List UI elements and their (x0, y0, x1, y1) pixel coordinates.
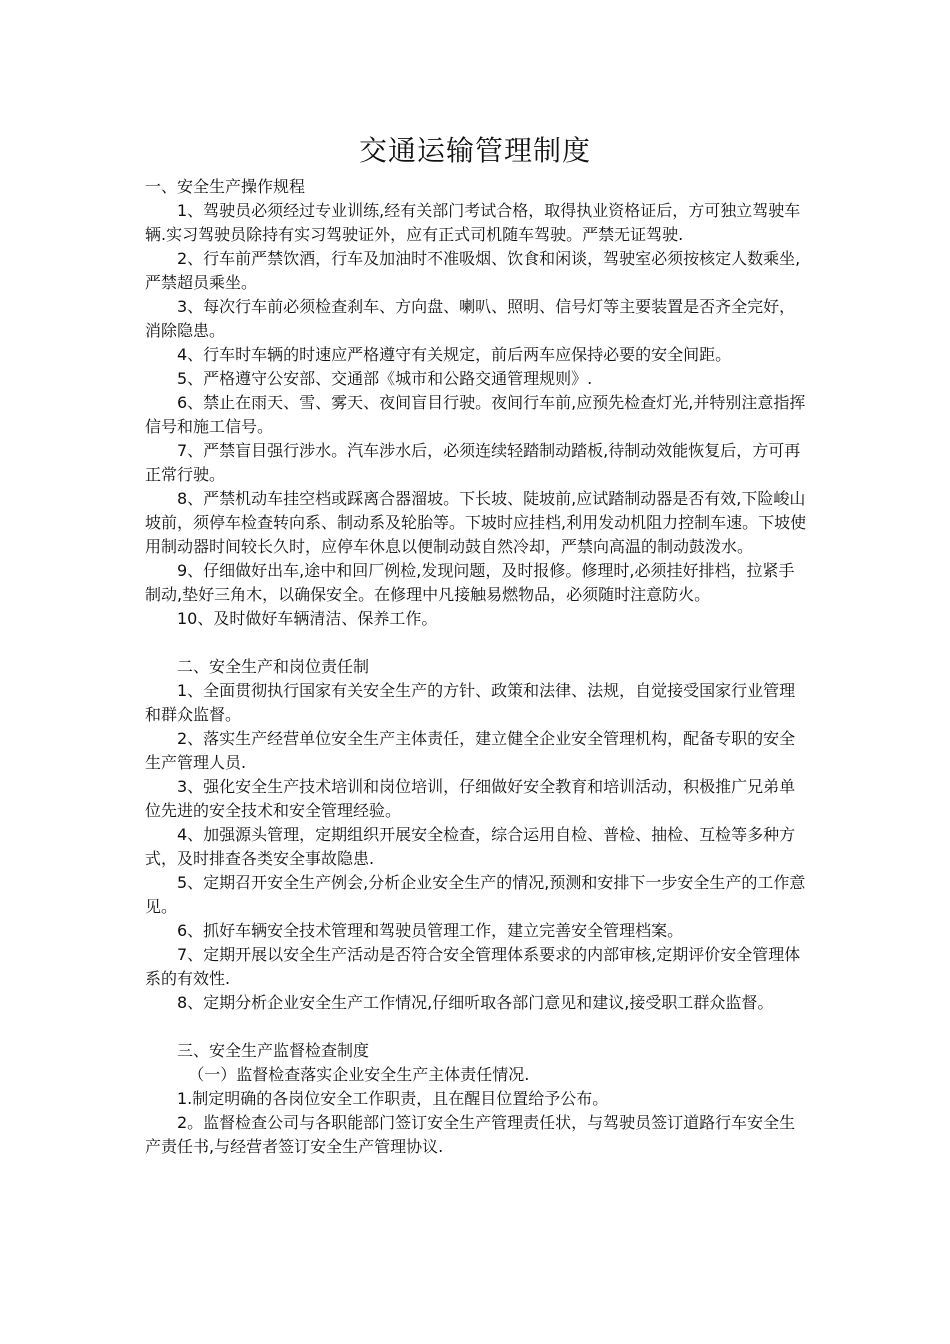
paragraph: 9、仔细做好出车,途中和回厂例检,发现问题，及时报修。修理时,必须挂好排档，拉紧手制动,垫好三角木，以确保安全。在修理中凡接触易燃物品，必须随时注意防火。 (145, 561, 795, 604)
paragraph: 1.制定明确的各岗位安全工作职责，且在醒目位置给予公布。 (177, 1089, 609, 1108)
section-heading: 一、安全生产操作规程 (145, 177, 306, 196)
paragraph: 2。监督检查公司与各职能部门签订安全生产管理责任状，与驾驶员签订道路行车安全生产责任书,与经营者签订安全生产管理协议. (145, 1113, 796, 1156)
document-body (145, 175, 810, 1159)
paragraph: 7、定期开展以安全生产活动是否符合安全管理体系要求的内部审核,定期评价安全管理体系的有效性. (145, 945, 801, 988)
paragraph: 1、全面贯彻执行国家有关安全生产的方针、政策和法律、法规，自觉接受国家行业管理和群众监督。 (145, 681, 796, 724)
paragraph: 7、严禁盲目强行涉水。汽车涉水后，必须连续轻踏制动踏板,待制动效能恢复后，方可再正常行驶。 (145, 441, 801, 484)
paragraph: 4、行车时车辆的时速应严格遵守有关规定，前后两车应保持必要的安全间距。 (177, 345, 732, 364)
paragraph: 3、每次行车前必须检查刹车、方向盘、喇叭、照明、信号灯等主要装置是否齐全完好，消除隐患。 (145, 297, 796, 340)
paragraph: 8、严禁机动车挂空档或踩离合器溜坡。下长坡、陡坡前,应试踏制动器是否有效,下险峻山坡前，须停车检查转向系、制动系及轮胎等。下坡时应挂档,利用发动机阻力控制车速。下坡使用制动器时间较长久时，应停车休息以便制动鼓自然冷却，严禁向高温的制动鼓泼水。 (145, 489, 807, 556)
section-spacer (145, 1015, 810, 1039)
paragraph: 3、强化安全生产技术培训和岗位培训，仔细做好安全教育和培训活动，积极推广兄弟单位先进的安全技术和安全管理经验。 (145, 777, 796, 820)
paragraph: 6、抓好车辆安全技术管理和驾驶员管理工作，建立完善安全管理档案。 (177, 921, 684, 940)
paragraph: 10、及时做好车辆清洁、保养工作。 (177, 609, 438, 628)
paragraph: 1、驾驶员必须经过专业训练,经有关部门考试合格，取得执业资格证后，方可独立驾驶车辆.实习驾驶员除持有实习驾驶证外，应有正式司机随车驾驶。严禁无证驾驶. (145, 201, 801, 244)
paragraph: 4、加强源头管理，定期组织开展安全检查，综合运用自检、普检、抽检、互检等多种方式，及时排查各类安全事故隐患. (145, 825, 796, 868)
paragraph: 5、严格遵守公安部、交通部《城市和公路交通管理规则》. (177, 369, 593, 388)
paragraph: 6、禁止在雨天、雪、雾天、夜间盲目行驶。夜间行车前,应预先检查灯光,并特别注意指挥信号和施工信号。 (145, 393, 806, 436)
paragraph: 8、定期分析企业安全生产工作情况,仔细听取各部门意见和建议,接受职工群众监督。 (177, 993, 774, 1012)
paragraph: 2、落实生产经营单位安全生产主体责任，建立健全企业安全管理机构，配备专职的安全生产管理人员. (145, 729, 796, 772)
paragraph: 2、行车前严禁饮酒，行车及加油时不准吸烟、饮食和闲谈，驾驶室必须按核定人数乘坐,严禁超员乘坐。 (145, 249, 801, 292)
sub-heading: （一）监督检查落实企业安全生产主体责任情况. (188, 1065, 530, 1084)
section-heading: 三、安全生产监督检查制度 (177, 1041, 370, 1060)
document-title: 交通运输管理制度 (358, 134, 591, 167)
section-heading: 二、安全生产和岗位责任制 (177, 657, 370, 676)
section-spacer (145, 631, 810, 655)
paragraph: 5、定期召开安全生产例会,分析企业安全生产的情况,预测和安排下一步安全生产的工作意见。 (145, 873, 806, 916)
